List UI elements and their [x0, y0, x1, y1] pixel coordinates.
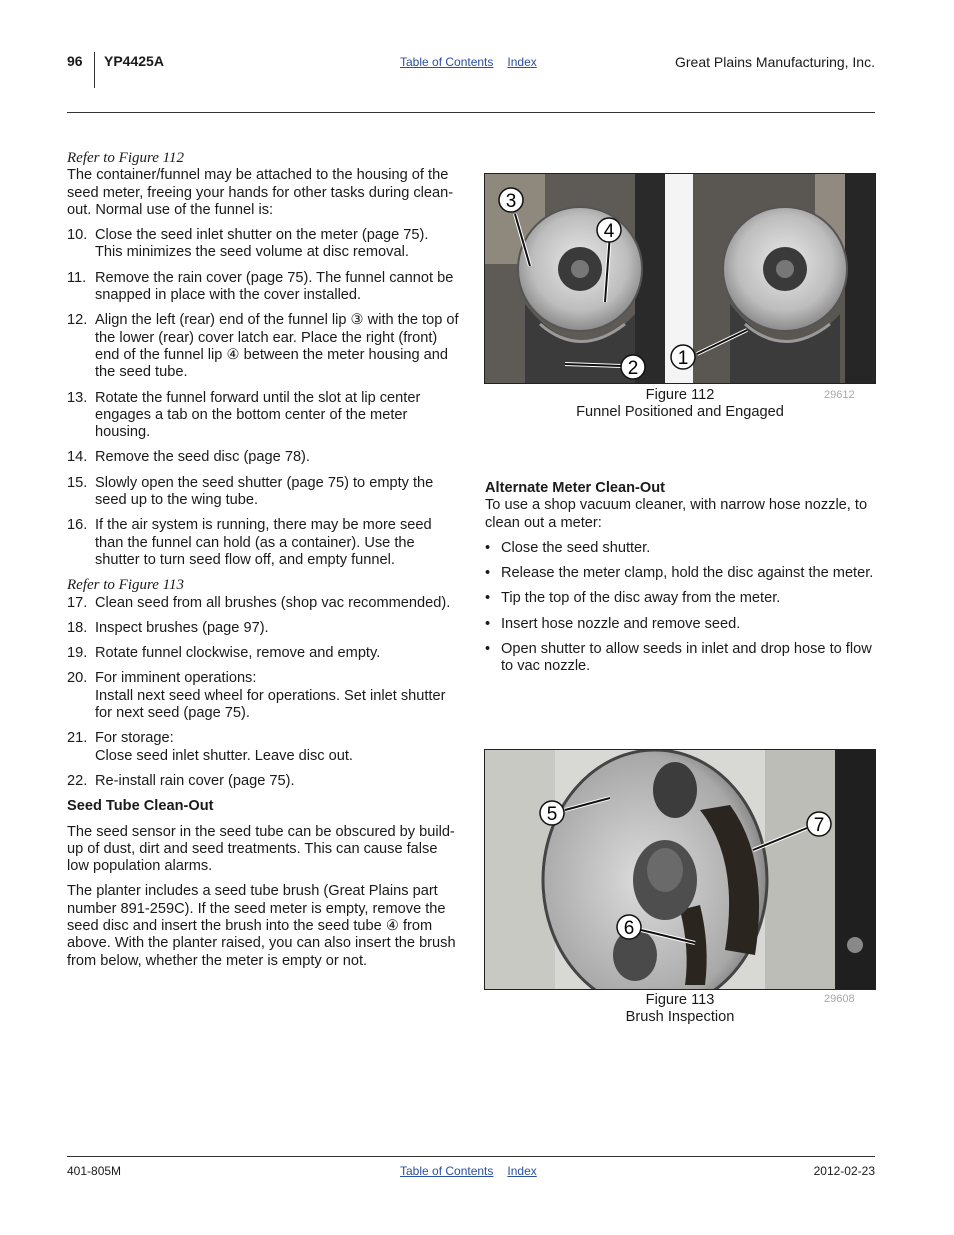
paragraph: To use a shop vacuum cleaner, with narrow hose nozzle, to clean out a meter:: [485, 497, 868, 531]
step-text: Rotate the funnel forward until the slot at lip center engages a tab on the bottom center of the meter housing.: [95, 389, 421, 441]
footer-links: [400, 1164, 551, 1178]
bullet-item: [485, 616, 877, 633]
right-column: [485, 480, 877, 684]
step-item: [67, 227, 459, 262]
step-number: 10.: [67, 227, 88, 244]
figure-113-photo: [484, 749, 876, 990]
funnel-photo-illustration: [485, 174, 875, 383]
step-text: Slowly open the seed shutter (page 75) to empty the seed up to the wing tube.: [95, 474, 434, 509]
header-divider: [94, 52, 95, 88]
step-item: [67, 270, 459, 305]
bullet-item: [485, 540, 877, 557]
bullet-text: Release the meter clamp, hold the disc against the meter.: [501, 565, 874, 582]
callout-7: 7: [813, 815, 825, 836]
image-number: 29612: [824, 389, 855, 401]
step-item: [67, 730, 459, 765]
step-number: 13.: [67, 389, 88, 406]
step-number: 19.: [67, 645, 88, 662]
step-number: 12.: [67, 312, 88, 329]
step-text: Clean seed from all brushes (shop vac recommended).: [95, 594, 451, 611]
step-number: 11.: [67, 269, 87, 286]
funnel-intro: The container/funnel may be attached to the housing of the seed meter, freeing your hands for other tasks during clean-out. Normal use of the funnel is:: [67, 167, 454, 218]
doc-number: 401-805M: [67, 1164, 122, 1178]
step-text: If the air system is running, there may be more seed than the funnel can hold (as a container). Use the shutter to turn seed flow off, and empty funnel.: [95, 517, 432, 568]
index-link[interactable]: Index: [507, 1164, 537, 1178]
step-text: Remove the seed disc (page 78).: [95, 449, 310, 466]
step-list: [67, 595, 459, 791]
bullet-list: [485, 540, 877, 676]
step-number: 15.: [67, 474, 88, 491]
image-number: 29608: [824, 993, 855, 1005]
figure-112-caption: [484, 387, 876, 422]
section-heading: Alternate Meter Clean-Out: [485, 480, 666, 496]
bullet-text: Close the seed shutter.: [501, 539, 651, 556]
figure-caption: Funnel Positioned and Engaged: [576, 404, 784, 421]
step-text: Align the left (rear) end of the funnel lip ③ with the top of the lower (rear) cover latch ear. Place the right (front) end of the funnel lip ④ between the meter housing and the seed tube.: [95, 312, 459, 381]
company-name: Great Plains Manufacturing, Inc.: [675, 54, 875, 70]
toc-link[interactable]: Table of Contents: [400, 1164, 494, 1178]
callout-6: 6: [623, 918, 635, 939]
paragraph: The seed sensor in the seed tube can be obscured by build-up of dust, dirt and seed treatments. This can cause false low population alarms.: [67, 823, 455, 875]
step-text: Inspect brushes (page 97).: [95, 619, 269, 636]
header-rule: [67, 112, 875, 113]
bullet-dot: •: [485, 615, 491, 632]
step-text: Re-install rain cover (page 75).: [95, 772, 295, 789]
figure-title: Figure 112: [645, 387, 715, 403]
figure-reference: Refer to Figure 113: [67, 577, 185, 594]
index-link[interactable]: Index: [507, 55, 537, 69]
step-number: 21.: [67, 730, 88, 747]
section-heading: Seed Tube Clean-Out: [67, 798, 214, 815]
step-item: [67, 390, 459, 442]
figure-reference: Refer to Figure 112: [67, 150, 185, 166]
left-column: [67, 150, 459, 978]
toc-link[interactable]: Table of Contents: [400, 55, 494, 69]
step-text: Close the seed inlet shutter on the meter (page 75). This minimizes the seed volume at disc removal.: [95, 227, 429, 261]
step-item: [67, 517, 459, 569]
step-number: 22.: [67, 772, 88, 789]
step-number: 20.: [67, 670, 88, 687]
figure-113-caption: [484, 992, 876, 1027]
step-text: For storage: Close seed inlet shutter. Leave disc out.: [95, 730, 353, 764]
step-text: Remove the rain cover (page 75). The funnel cannot be snapped in place with the cover installed.: [95, 269, 454, 304]
step-item: [67, 475, 459, 510]
step-item: [67, 620, 459, 637]
doc-date: 2012-02-23: [813, 1164, 875, 1178]
step-number: 16.: [67, 517, 88, 534]
bullet-item: [485, 590, 877, 607]
callout-2: 2: [627, 358, 639, 379]
header-links: [400, 55, 551, 69]
step-number: 17.: [67, 594, 88, 611]
paragraph: The planter includes a seed tube brush (Great Plains part number 891-259C). If the seed meter is empty, remove the seed disc and insert the brush into the seed tube ④ from above. With the planter raised, you can also insert the brush from below, whether the meter is empty or not.: [67, 883, 456, 969]
bullet-dot: •: [485, 590, 491, 607]
footer-rule: [67, 1156, 875, 1157]
page-number: 96: [67, 53, 83, 69]
figure-112-photo: [484, 173, 876, 384]
step-number: 18.: [67, 619, 88, 636]
callout-5: 5: [546, 804, 558, 825]
model-title: YP4425A: [104, 53, 164, 69]
bullet-text: Open shutter to allow seeds in inlet and drop hose to flow to vac nozzle.: [501, 641, 872, 675]
step-item: [67, 645, 459, 662]
bullet-text: Insert hose nozzle and remove seed.: [501, 615, 741, 632]
figure-title: Figure 113: [645, 992, 715, 1008]
step-item: [67, 670, 459, 722]
step-item: [67, 449, 459, 466]
bullet-dot: •: [485, 539, 491, 556]
brush-photo-illustration: [485, 750, 875, 989]
figure-caption: Brush Inspection: [625, 1009, 735, 1026]
bullet-text: Tip the top of the disc away from the meter.: [501, 590, 781, 607]
callout-4: 4: [603, 221, 615, 242]
bullet-item: [485, 641, 877, 676]
bullet-item: [485, 565, 877, 582]
step-item: [67, 773, 459, 790]
callout-1: 1: [677, 348, 689, 369]
step-item: [67, 312, 459, 381]
step-list: [67, 227, 459, 569]
bullet-dot: •: [485, 641, 491, 658]
step-text: For imminent operations: Install next seed wheel for operations. Set inlet shutter for next seed (page 75).: [95, 670, 446, 722]
step-text: Rotate funnel clockwise, remove and empty.: [95, 645, 381, 662]
step-number: 14.: [67, 449, 88, 466]
step-item: [67, 595, 459, 612]
bullet-dot: •: [485, 565, 491, 582]
callout-3: 3: [505, 191, 517, 212]
